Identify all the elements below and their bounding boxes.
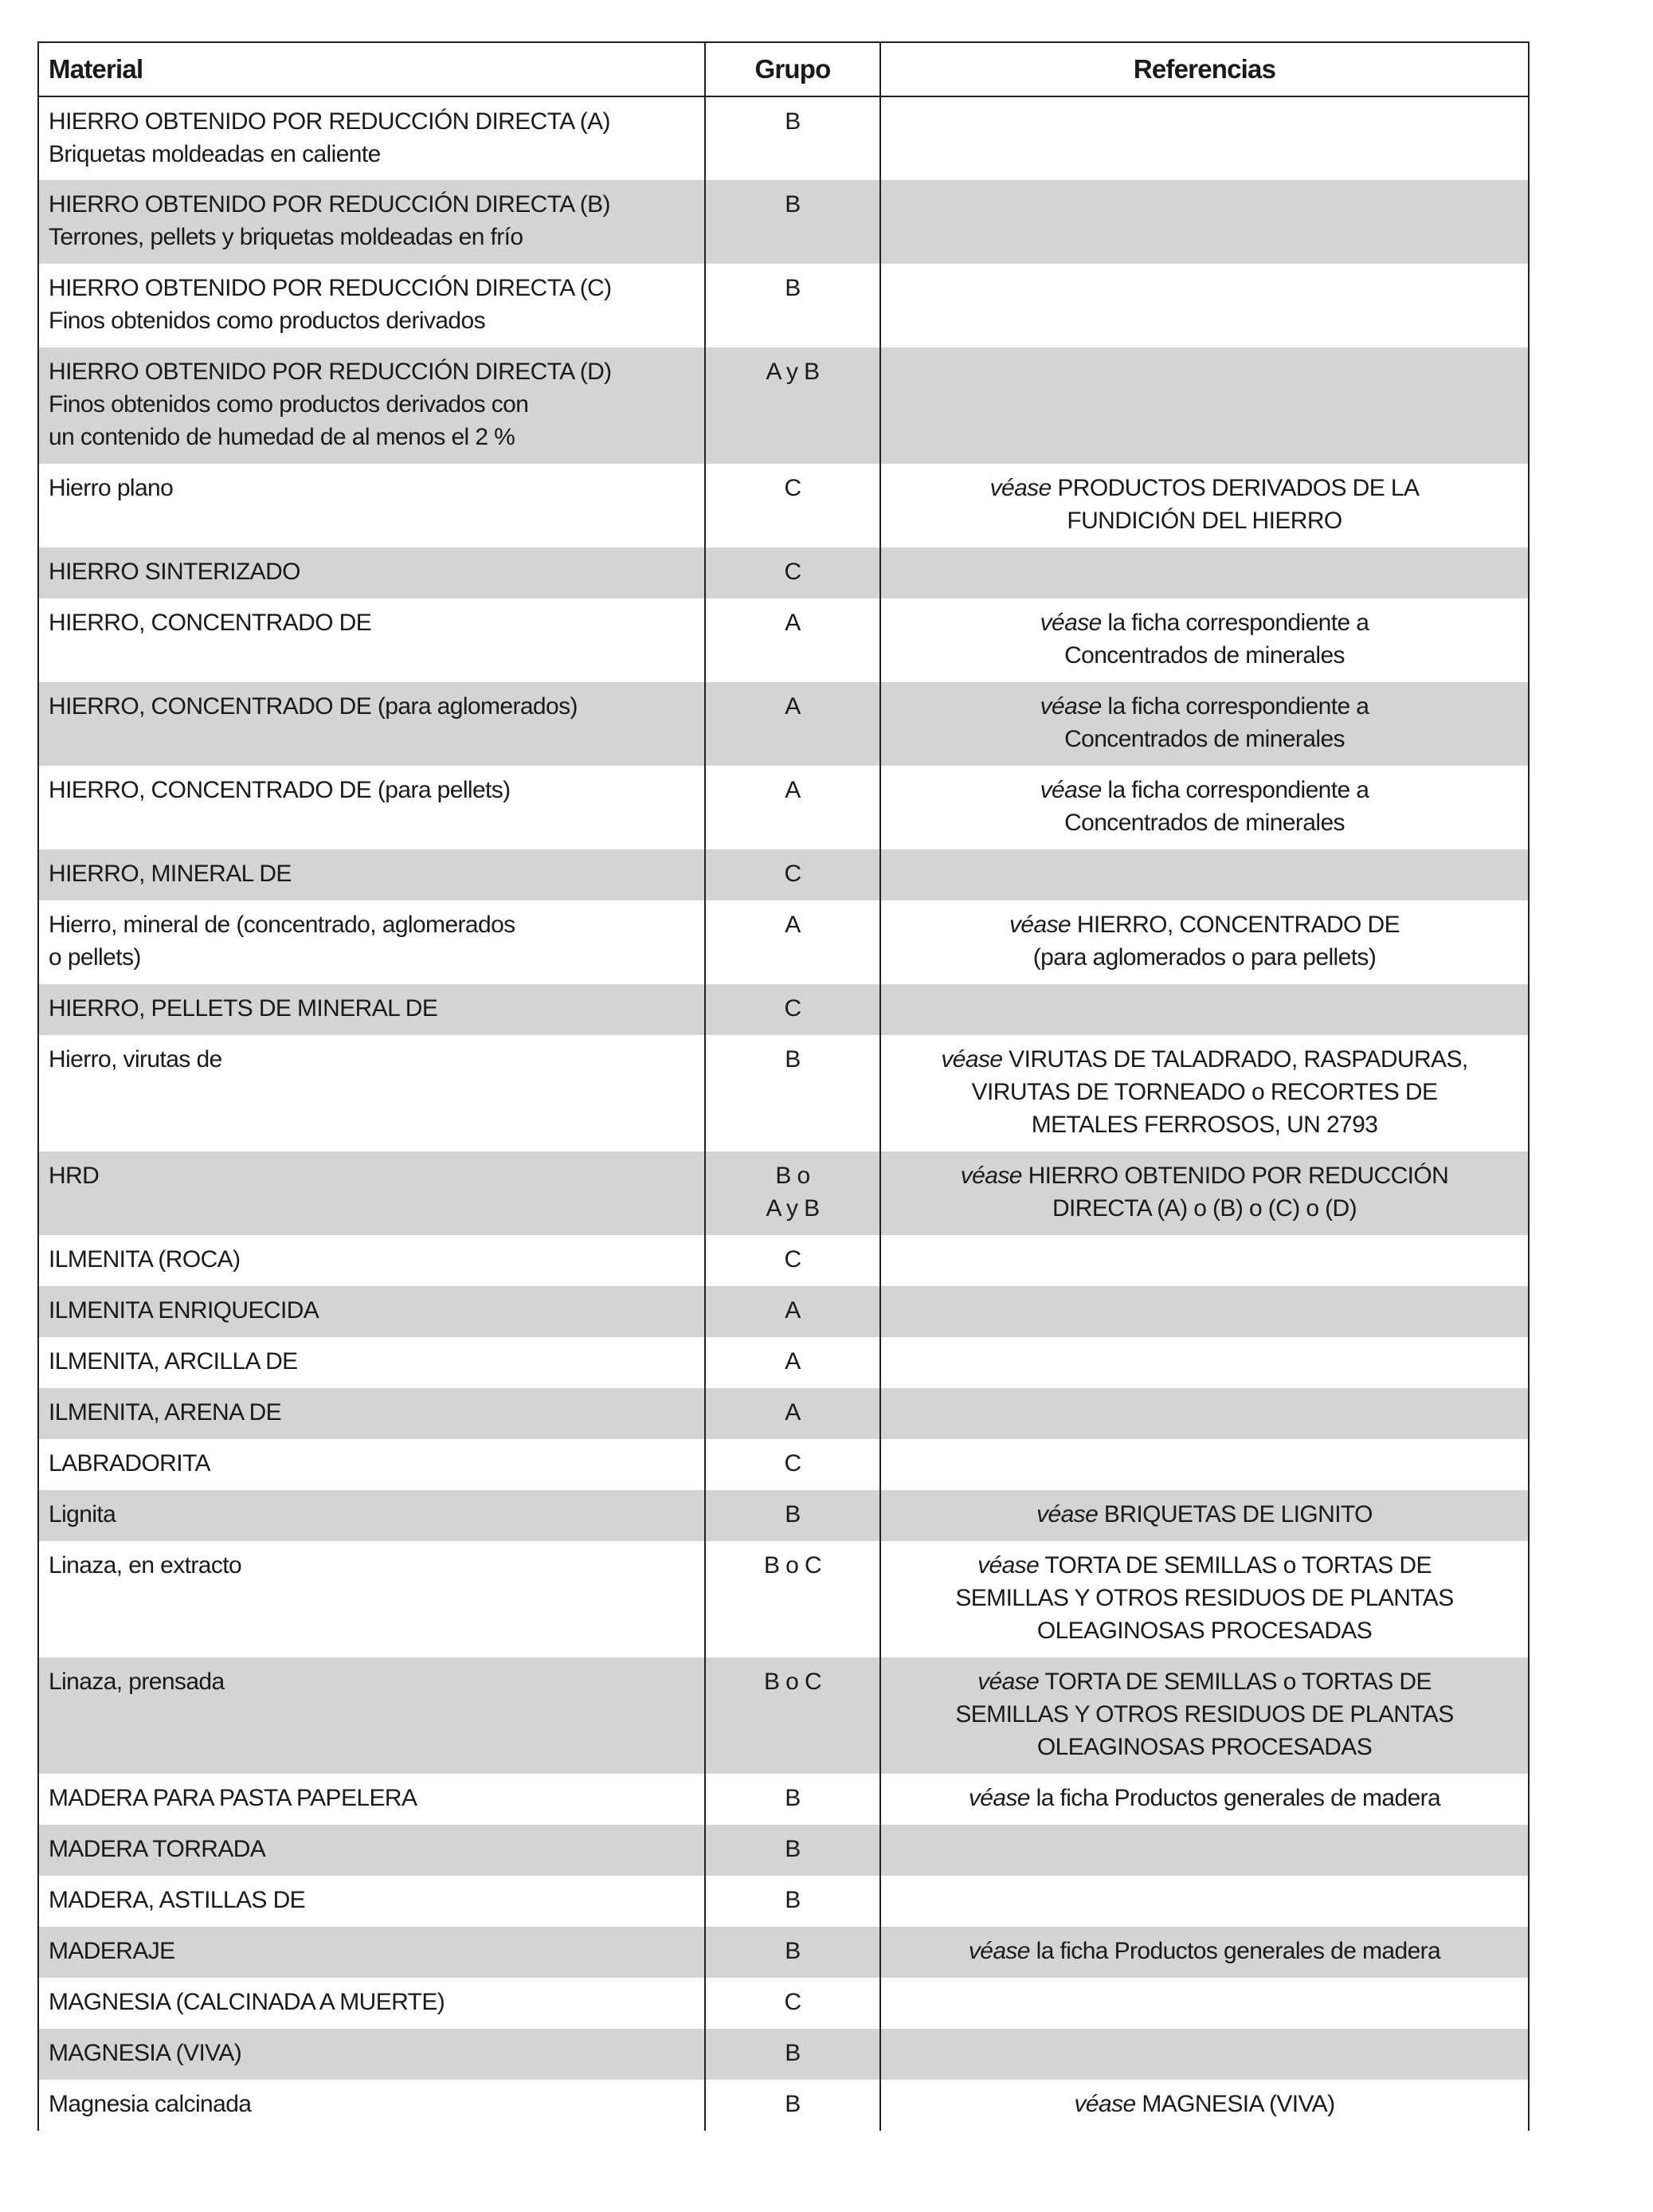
material-cell (38, 1286, 705, 1337)
grupo-cell-line: B (785, 1887, 801, 1913)
material-cell (38, 96, 705, 180)
grupo-cell-line: C (784, 1450, 801, 1477)
grupo-cell-line: A y B (766, 1195, 820, 1222)
material-cell (38, 900, 705, 984)
material-cell-line: ILMENITA ENRIQUECIDA (49, 1297, 319, 1324)
vease-prefix: véase (977, 1669, 1040, 1695)
reference-text: la ficha correspondiente a (1101, 610, 1369, 636)
grupo-cell-line: B o C (763, 1552, 822, 1579)
referencias-cell-line (891, 2088, 1518, 2120)
grupo-cell-line: A (785, 693, 801, 720)
referencias-cell (880, 900, 1529, 984)
material-cell (38, 1337, 705, 1388)
referencias-cell (880, 1876, 1529, 1927)
material-cell (38, 598, 705, 682)
table-row (38, 1151, 1529, 1235)
referencias-cell (880, 1978, 1529, 2029)
material-cell (38, 1978, 705, 2029)
material-cell (38, 547, 705, 598)
grupo-cell-line: C (784, 1989, 801, 2015)
grupo-cell (705, 180, 880, 264)
grupo-cell (705, 2029, 880, 2080)
referencias-cell (880, 682, 1529, 766)
grupo-cell-line: A y B (766, 359, 820, 385)
table-row (38, 849, 1529, 900)
material-cell-line: Finos obtenidos como productos derivados con (49, 391, 529, 418)
material-cell (38, 464, 705, 547)
table-row (38, 1541, 1529, 1657)
grupo-cell-line: A (785, 1297, 801, 1324)
referencias-cell-line (891, 1782, 1518, 1814)
referencias-cell-line: DIRECTA (A) o (B) o (C) o (D) (1052, 1195, 1357, 1222)
reference-text: la ficha correspondiente a (1101, 693, 1369, 720)
material-cell (38, 849, 705, 900)
reference-text: la ficha correspondiente a (1101, 777, 1369, 803)
grupo-cell (705, 547, 880, 598)
referencias-cell-line (891, 1159, 1518, 1192)
referencias-cell (880, 984, 1529, 1035)
referencias-cell-line (891, 908, 1518, 941)
table-row (38, 900, 1529, 984)
referencias-cell-line: VIRUTAS DE TORNEADO o RECORTES DE (971, 1079, 1438, 1105)
grupo-cell-line: B (785, 1836, 801, 1862)
material-cell-line: HIERRO, PELLETS DE MINERAL DE (49, 995, 438, 1022)
table-row (38, 464, 1529, 547)
table-header (38, 42, 1529, 96)
grupo-cell-line: C (784, 559, 801, 585)
material-cell-line: MADERAJE (49, 1938, 175, 1964)
table-row (38, 682, 1529, 766)
grupo-cell (705, 1657, 880, 1774)
grupo-cell (705, 900, 880, 984)
grupo-cell (705, 1927, 880, 1978)
grupo-cell-line: B (785, 1501, 801, 1528)
material-cell (38, 2029, 705, 2080)
referencias-cell (880, 1774, 1529, 1825)
grupo-cell-line: B (785, 2040, 801, 2066)
material-cell-line: Linaza, prensada (49, 1669, 225, 1695)
grupo-cell (705, 1035, 880, 1151)
material-cell (38, 766, 705, 849)
material-cell-line: Magnesia calcinada (49, 2091, 252, 2117)
vease-prefix: véase (1009, 912, 1071, 938)
vease-prefix: véase (977, 1552, 1040, 1579)
reference-text: MAGNESIA (VIVA) (1135, 2091, 1335, 2117)
referencias-cell-line (891, 1498, 1518, 1531)
grupo-cell (705, 1439, 880, 1490)
referencias-cell (880, 1035, 1529, 1151)
referencias-cell (880, 1490, 1529, 1541)
referencias-cell-line: (para aglomerados o para pellets) (1032, 944, 1377, 971)
material-cell (38, 2080, 705, 2131)
table-row (38, 180, 1529, 264)
table-row (38, 984, 1529, 1035)
referencias-cell-line (891, 774, 1518, 806)
grupo-cell-line: C (784, 475, 801, 501)
referencias-cell-line: SEMILLAS Y OTROS RESIDUOS DE PLANTAS (955, 1701, 1454, 1728)
material-cell (38, 682, 705, 766)
referencias-cell (880, 96, 1529, 180)
material-cell (38, 1035, 705, 1151)
reference-text: TORTA DE SEMILLAS o TORTAS DE (1039, 1552, 1432, 1579)
material-cell-line: Finos obtenidos como productos derivados (49, 308, 485, 334)
material-cell (38, 1825, 705, 1876)
grupo-cell (705, 1541, 880, 1657)
material-cell-line: Terrones, pellets y briquetas moldeadas en frío (49, 224, 523, 250)
table-row (38, 96, 1529, 180)
referencias-cell-line: METALES FERROSOS, UN 2793 (1031, 1112, 1378, 1138)
table-row (38, 766, 1529, 849)
material-cell-line: MADERA, ASTILLAS DE (49, 1887, 306, 1913)
grupo-cell (705, 766, 880, 849)
material-cell-line: o pellets) (49, 944, 141, 971)
referencias-cell-line (891, 1043, 1518, 1076)
grupo-cell (705, 1286, 880, 1337)
referencias-cell-line (891, 1935, 1518, 1967)
referencias-cell (880, 1337, 1529, 1388)
referencias-cell (880, 1825, 1529, 1876)
material-cell-line: Hierro, mineral de (concentrado, aglomerados (49, 912, 515, 938)
referencias-cell-line (891, 472, 1518, 504)
grupo-cell-line: C (784, 861, 801, 887)
referencias-cell (880, 598, 1529, 682)
material-cell-line: Briquetas moldeadas en caliente (49, 141, 381, 167)
grupo-cell (705, 1825, 880, 1876)
material-cell (38, 1876, 705, 1927)
grupo-cell-line: B o C (763, 1669, 822, 1695)
material-cell (38, 1774, 705, 1825)
table-row (38, 1337, 1529, 1388)
reference-text: VIRUTAS DE TALADRADO, RASPADURAS, (1002, 1046, 1468, 1073)
referencias-cell (880, 2080, 1529, 2131)
referencias-cell-line (891, 606, 1518, 639)
vease-prefix: véase (1040, 693, 1102, 720)
material-cell (38, 347, 705, 464)
material-cell-line: HIERRO OBTENIDO POR REDUCCIÓN DIRECTA (C) (49, 275, 612, 301)
material-cell (38, 984, 705, 1035)
grupo-cell (705, 849, 880, 900)
vease-prefix: véase (968, 1938, 1030, 1964)
grupo-cell-line: B (785, 275, 801, 301)
grupo-cell (705, 1774, 880, 1825)
material-cell-line: Linaza, en extracto (49, 1552, 242, 1579)
material-cell-line: ILMENITA, ARCILLA DE (49, 1348, 298, 1375)
material-cell-line: HIERRO, CONCENTRADO DE (para pellets) (49, 777, 511, 803)
material-cell-line: ILMENITA, ARENA DE (49, 1399, 282, 1426)
material-cell (38, 1151, 705, 1235)
table-row (38, 2029, 1529, 2080)
grupo-cell-line: B (785, 1046, 801, 1073)
material-cell-line: LABRADORITA (49, 1450, 210, 1477)
material-cell (38, 180, 705, 264)
vease-prefix: véase (968, 1785, 1030, 1811)
grupo-cell-line: A (785, 1399, 801, 1426)
material-cell-line: Hierro, virutas de (49, 1046, 222, 1073)
grupo-cell-line: B o (775, 1163, 810, 1189)
table-row (38, 347, 1529, 464)
referencias-cell (880, 1286, 1529, 1337)
grupo-cell-line: B (785, 191, 801, 218)
vease-prefix: véase (1040, 610, 1102, 636)
grupo-cell (705, 2080, 880, 2131)
reference-text: HIERRO, CONCENTRADO DE (1071, 912, 1400, 938)
grupo-cell-line: A (785, 610, 801, 636)
material-cell (38, 1541, 705, 1657)
referencias-cell-line: Concentrados de minerales (1064, 810, 1345, 836)
reference-text: la ficha Productos generales de madera (1029, 1785, 1441, 1811)
referencias-cell-line (891, 1549, 1518, 1582)
grupo-cell-line: A (785, 1348, 801, 1375)
referencias-cell-line: Concentrados de minerales (1064, 726, 1345, 752)
table-row (38, 1490, 1529, 1541)
table-row (38, 1774, 1529, 1825)
material-cell (38, 1388, 705, 1439)
referencias-cell (880, 2029, 1529, 2080)
material-cell-line: MADERA PARA PASTA PAPELERA (49, 1785, 417, 1811)
referencias-cell-line: OLEAGINOSAS PROCESADAS (1036, 1734, 1373, 1760)
referencias-cell (880, 264, 1529, 347)
referencias-cell-line (891, 1665, 1518, 1698)
grupo-cell-line: B (785, 1785, 801, 1811)
referencias-cell (880, 1388, 1529, 1439)
grupo-cell (705, 1876, 880, 1927)
vease-prefix: véase (941, 1046, 1003, 1073)
material-cell-line: HIERRO OBTENIDO POR REDUCCIÓN DIRECTA (D) (49, 359, 612, 385)
grupo-cell (705, 682, 880, 766)
vease-prefix: véase (1040, 777, 1102, 803)
vease-prefix: véase (1036, 1501, 1099, 1528)
grupo-cell (705, 1978, 880, 2029)
reference-text: la ficha Productos generales de madera (1029, 1938, 1441, 1964)
table-row (38, 1978, 1529, 2029)
header-grupo: Grupo (705, 42, 880, 96)
vease-prefix: véase (989, 475, 1052, 501)
table-row (38, 1825, 1529, 1876)
material-cell-line: HIERRO, CONCENTRADO DE (49, 610, 372, 636)
reference-text: TORTA DE SEMILLAS o TORTAS DE (1039, 1669, 1432, 1695)
material-cell (38, 1657, 705, 1774)
table-row (38, 1876, 1529, 1927)
referencias-cell (880, 180, 1529, 264)
referencias-cell-line: FUNDICIÓN DEL HIERRO (1067, 508, 1342, 534)
grupo-cell (705, 347, 880, 464)
material-cell-line: HIERRO OBTENIDO POR REDUCCIÓN DIRECTA (A) (49, 108, 610, 135)
material-cell-line: ILMENITA (ROCA) (49, 1246, 241, 1273)
table-row (38, 1927, 1529, 1978)
material-cell-line: HIERRO SINTERIZADO (49, 559, 300, 585)
table-row (38, 547, 1529, 598)
material-cell (38, 1439, 705, 1490)
grupo-cell (705, 598, 880, 682)
grupo-cell (705, 1151, 880, 1235)
table-row (38, 1439, 1529, 1490)
table-row (38, 2080, 1529, 2131)
reference-text: BRIQUETAS DE LIGNITO (1098, 1501, 1373, 1528)
table-row (38, 264, 1529, 347)
referencias-cell (880, 1541, 1529, 1657)
material-cell-line: MAGNESIA (VIVA) (49, 2040, 242, 2066)
material-cell-line: MADERA TORRADA (49, 1836, 266, 1862)
referencias-cell-line: SEMILLAS Y OTROS RESIDUOS DE PLANTAS (955, 1585, 1454, 1611)
grupo-cell-line: A (785, 777, 801, 803)
referencias-cell (880, 766, 1529, 849)
material-cell-line: un contenido de humedad de al menos el 2 % (49, 424, 515, 450)
table-row (38, 1286, 1529, 1337)
table-row (38, 1035, 1529, 1151)
reference-text: PRODUCTOS DERIVADOS DE LA (1051, 475, 1420, 501)
referencias-cell-line: Concentrados de minerales (1064, 642, 1345, 669)
materials-table (37, 41, 1530, 2131)
grupo-cell-line: C (784, 995, 801, 1022)
grupo-cell (705, 1337, 880, 1388)
material-cell (38, 1490, 705, 1541)
referencias-cell (880, 547, 1529, 598)
table-row (38, 1235, 1529, 1286)
table-row (38, 1657, 1529, 1774)
referencias-cell-line: OLEAGINOSAS PROCESADAS (1036, 1618, 1373, 1644)
grupo-cell (705, 264, 880, 347)
referencias-cell (880, 1151, 1529, 1235)
header-referencias: Referencias (880, 42, 1529, 96)
grupo-cell (705, 1388, 880, 1439)
material-cell-line: HRD (49, 1163, 100, 1189)
vease-prefix: véase (960, 1163, 1022, 1189)
grupo-cell-line: A (785, 912, 801, 938)
grupo-cell-line: B (785, 2091, 801, 2117)
material-cell-line: HIERRO, MINERAL DE (49, 861, 292, 887)
grupo-cell (705, 464, 880, 547)
referencias-cell (880, 1927, 1529, 1978)
grupo-cell (705, 984, 880, 1035)
material-cell (38, 1235, 705, 1286)
referencias-cell (880, 1439, 1529, 1490)
referencias-cell (880, 347, 1529, 464)
material-cell-line: HIERRO OBTENIDO POR REDUCCIÓN DIRECTA (B) (49, 191, 610, 218)
material-cell (38, 264, 705, 347)
material-cell-line: Lignita (49, 1501, 116, 1528)
material-cell-line: Hierro plano (49, 475, 174, 501)
referencias-cell (880, 464, 1529, 547)
material-cell-line: MAGNESIA (CALCINADA A MUERTE) (49, 1989, 445, 2015)
referencias-cell (880, 1657, 1529, 1774)
grupo-cell-line: C (784, 1246, 801, 1273)
grupo-cell (705, 1490, 880, 1541)
material-cell (38, 1927, 705, 1978)
table-row (38, 598, 1529, 682)
grupo-cell (705, 96, 880, 180)
referencias-cell (880, 1235, 1529, 1286)
header-material: Material (38, 42, 705, 96)
material-cell-line: HIERRO, CONCENTRADO DE (para aglomerados) (49, 693, 578, 720)
grupo-cell-line: B (785, 1938, 801, 1964)
vease-prefix: véase (1074, 2091, 1136, 2117)
grupo-cell-line: B (785, 108, 801, 135)
table-row (38, 1388, 1529, 1439)
reference-text: HIERRO OBTENIDO POR REDUCCIÓN (1021, 1163, 1449, 1189)
grupo-cell (705, 1235, 880, 1286)
referencias-cell (880, 849, 1529, 900)
referencias-cell-line (891, 690, 1518, 723)
